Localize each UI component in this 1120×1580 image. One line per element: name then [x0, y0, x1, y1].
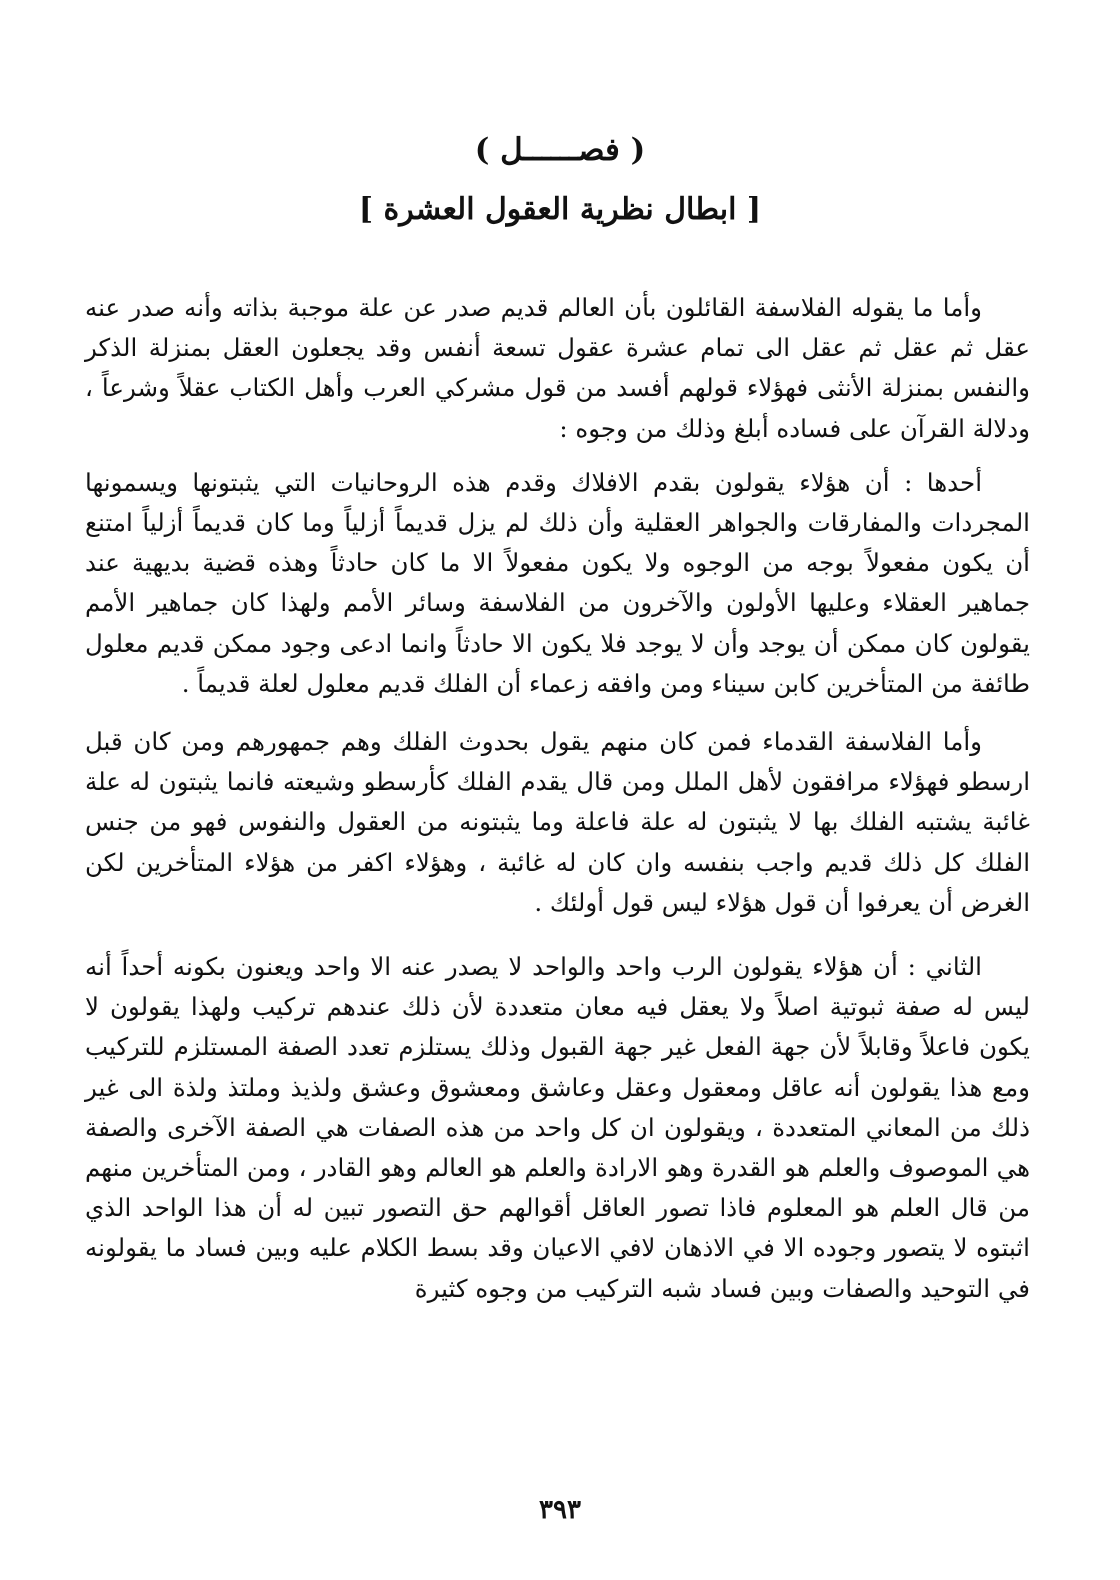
- chapter-heading: ( فصــــــل ): [474, 132, 646, 168]
- paragraph-ancient-philosophers: وأما الفلاسفة القدماء فمن كان منهم يقول بحدوث الفلك وهم جمهورهم ومن كان قبل ارسطو فهؤلاء مرافقون لأهل الملل ومن قال يقدم الفلك كأرسطو وشيعته فانما يثبتون له علة غائبة يشتبه الفلك بها لا يثبتون له علة فاعلة وما يثبتونه من العقول والنفوس فهو من جنس الفلك كل ذلك قديم واجب بنفسه وان كان له غائبة ، وهؤلاء اكفر من هؤلاء المتأخرين لكن الغرض أن يعرفوا أن قول هؤلاء ليس قول أولئك .: [85, 727, 1030, 917]
- paragraph-second-point: الثاني : أن هؤلاء يقولون الرب واحد والواحد لا يصدر عنه الا واحد ويعنون بكونه أحداً أنه ليس له صفة ثبوتية اصلاً ولا يعقل فيه معان متعددة لأن ذلك عندهم تركيب ولهذا يقولون لا يكون فاعلاً وقابلاً لأن جهة الفعل غير جهة القبول وذلك يستلزم تعدد الصفة المستلزم للتركيب ومع هذا يقولون أنه عاقل ومعقول وعقل وعاشق ومعشوق وعشق ولذيذ وملتذ ولذة الى غير ذلك من المعاني المتعددة ، ويقولون ان كل واحد من هذه الصفات هي الصفة الآخرى والصفة هي الموصوف والعلم هو القدرة وهو الارادة والعلم هو العالم وهو القادر ، ومن المتأخرين منهم من قال العلم هو المعلوم فاذا تصور العاقل أقوالهم حق التصور تبين له أن هذا الواحد الذي اثبتوه لا يتصور وجوده الا في الاذهان لافي الاعيان وقد بسط الكلام عليه وبين فساد ما يقولونه في التوحيد والصفات وبين فساد شبه التركيب من وجوه كثيرة: [85, 952, 1030, 1303]
- page-number: ٣٩٣: [539, 1495, 581, 1525]
- paragraph-intro: وأما ما يقوله الفلاسفة القائلون بأن العالم قديم صدر عن علة موجبة بذاته وأنه صدر عنه عقل ثم عقل ثم عقل الى تمام عشرة عقول تسعة أنفس وقد يجعلون العقل بمنزلة الذكر والنفس بمنزلة الأنثى فهؤلاء قولهم أفسد من قول مشركي العرب وأهل الكتاب عقلاً وشرعاً ، ودلالة القرآن على فساده أبلغ وذلك من وجوه :: [85, 293, 1030, 443]
- body-text: [85, 288, 1030, 1323]
- paragraph-first-point: أحدها : أن هؤلاء يقولون بقدم الافلاك وقدم هذه الروحانيات التي يثبتونها ويسمونها المجردات والمفارقات والجواهر العقلية وأن ذلك لم يزل قديماً أزلياً وما كان قديماً أزلياً امتنع أن يكون مفعولاً بوجه من الوجوه ولا يكون مفعولاً الا ما كان حادثاً وهذه قضية بديهية عند جماهير العقلاء وعليها الأولون والآخرون من الفلاسفة وسائر الأمم ولهذا كان جماهير الأمم يقولون كان ممكن أن يوجد وأن لا يوجد فلا يكون الا حادثاً وانما ادعى وجود ممكن قديم معلول طائفة من المتأخرين كابن سيناء ومن وافقه زعماء أن الفلك قديم معلول لعلة قديماً .: [85, 467, 1030, 698]
- section-title: [ ابطال نظرية العقول العشرة ]: [358, 192, 762, 227]
